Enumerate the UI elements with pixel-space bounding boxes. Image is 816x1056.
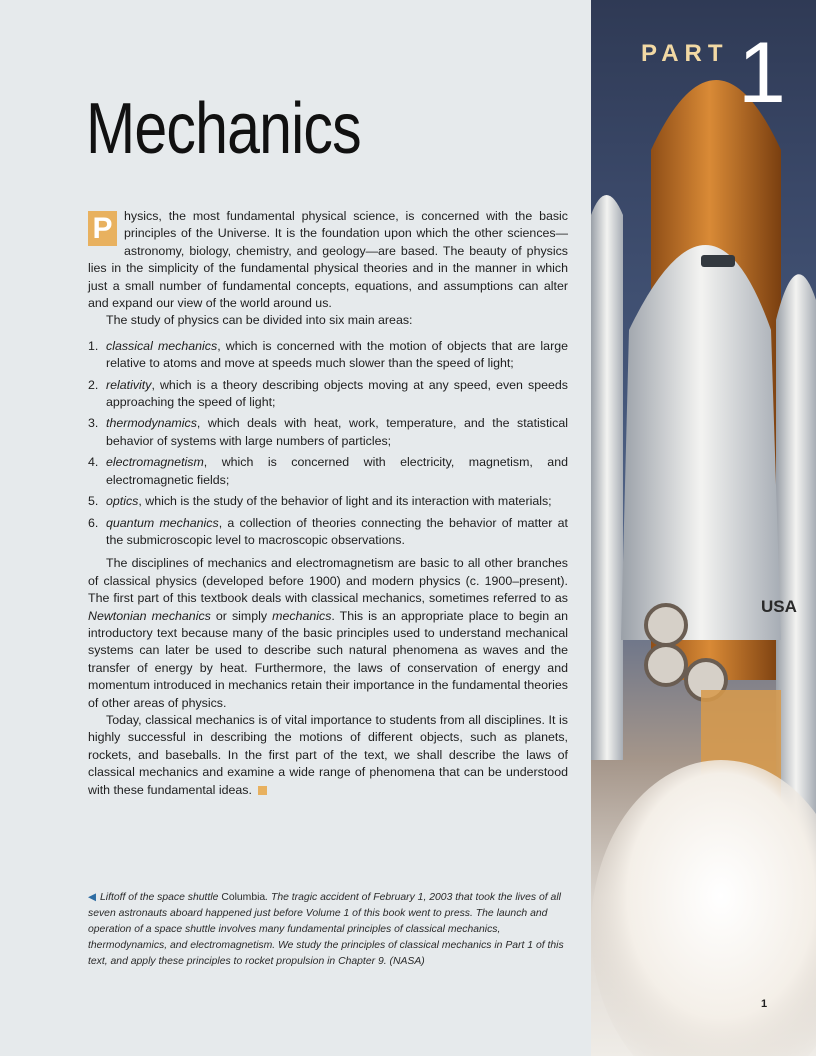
areas-intro: The study of physics can be divided into six main areas: <box>106 313 413 328</box>
intro-paragraph <box>88 208 568 312</box>
paragraph-text: . This is an appropriate place to begin an introductory text because many of the basic principles used to understand mechanical systems can later be used to describe such natural phenomena as waves and the transfer of energy by heat. Furthermore, the laws of conservation of energy and momentum introduced in mechanics retain their importance in the fundamental theories of other areas of physics. <box>88 608 569 710</box>
list-text: , which is the study of the behavior of light and its interaction with materials; <box>138 494 552 509</box>
closing-paragraph <box>88 712 568 799</box>
caption-arrow-icon: ◀ <box>88 892 96 903</box>
drop-cap: P <box>88 211 117 246</box>
list-item <box>88 377 568 412</box>
list-number: 5. <box>88 494 99 509</box>
list-term: electromagnetism <box>106 455 204 470</box>
emphasized-term: mechanics <box>272 608 332 623</box>
end-of-section-square-icon <box>258 786 267 795</box>
list-term: classical mechanics <box>106 338 218 353</box>
paragraph-text: The disciplines of mechanics and electromagnetism are basic to all other branches of classical physics (developed before 1900) and modern physics (c. 1900–present). The first part of this textbook deals with classical mechanics, sometimes referred to as <box>88 556 568 606</box>
caption-text: Liftoff of the space shuttle <box>100 892 222 903</box>
caption-text: . The tragic accident of February 1, 2003 that took the lives of all seven astronauts aboard happened just before Volume 1 of this book went to press. The launch and operation of a space shuttle involves many fundamental principles of classical mechanics, thermodynamics, and electromagnetism. We study the principles of classical mechanics in Part 1 of this text, and apply these principles to rocket propulsion in Chapter 9. (NASA) <box>88 892 564 967</box>
emphasized-term: Newtonian mechanics <box>88 608 211 623</box>
list-term: thermodynamics <box>106 416 197 431</box>
page-title: Mechanics <box>86 89 361 170</box>
list-text: , which deals with heat, work, temperature, and the statistical behavior of systems with large numbers of particles; <box>106 416 568 448</box>
photo-caption <box>88 890 566 970</box>
list-number: 4. <box>88 455 99 470</box>
list-item <box>88 515 568 550</box>
list-item <box>88 338 568 373</box>
mechanics-paragraph <box>88 555 568 712</box>
part-number: 1 <box>738 25 786 121</box>
list-number: 1. <box>88 338 99 353</box>
paragraph-text: Today, classical mechanics is of vital importance to students from all disciplines. It is highly successful in describing the motions of different objects, such as planets, rockets, and baseballs. In the first part of the text, we shall describe the laws of classical mechanics and examine a wide range of phenomena that can be understood with these fundamental ideas. <box>88 712 568 797</box>
shuttle-launch-photo <box>591 0 816 1056</box>
page-number: 1 <box>761 998 768 1010</box>
main-text <box>88 208 568 799</box>
list-text: , which is concerned with the motion of objects that are large relative to atoms and move at speeds much slower than the speed of light; <box>106 338 568 371</box>
list-term: relativity <box>106 377 152 392</box>
intro-text: hysics, the most fundamental physical science, is concerned with the basic principles of the Universe. It is the foundation upon which the other sciences—astronomy, biology, chemistry, and geology—are based. The beauty of physics lies in the simplicity of the fundamental physical theories and in the manner in which just a small number of fundamental concepts, equations, and assumptions can alter and expand our view of the world around us. <box>88 209 568 311</box>
list-item <box>88 454 568 489</box>
list-text: , which is a theory describing objects moving at any speed, even speeds approaching the speed of light; <box>106 377 568 410</box>
list-term: optics <box>106 494 139 509</box>
list-number: 6. <box>88 515 99 530</box>
list-item <box>88 493 568 510</box>
paragraph-text: or simply <box>210 608 273 623</box>
list-text: , which is concerned with electricity, magnetism, and electromagnetic fields; <box>106 455 568 487</box>
caption-ship-name: Columbia <box>221 892 266 903</box>
list-item <box>88 415 568 450</box>
list-text: , a collection of theories connecting the behavior of matter at the submicroscopic level to macroscopic observations. <box>106 515 568 547</box>
list-term: quantum mechanics <box>106 515 219 530</box>
physics-areas-list <box>88 338 568 549</box>
part-label: PART <box>641 40 729 67</box>
shuttle-usa-marking: USA <box>761 597 797 616</box>
list-number: 2. <box>88 377 99 392</box>
list-number: 3. <box>88 416 99 431</box>
